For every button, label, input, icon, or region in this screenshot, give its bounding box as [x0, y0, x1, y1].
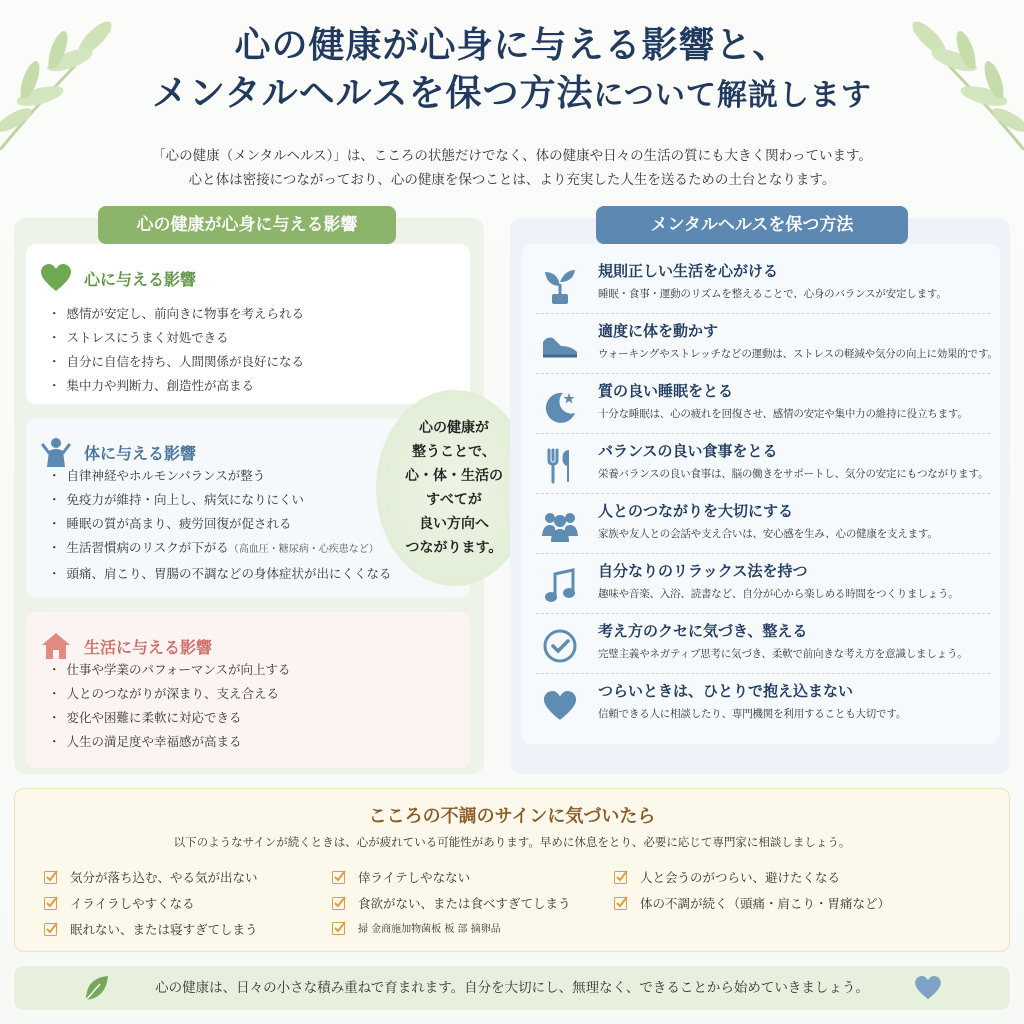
center-line: 整うことで、: [412, 444, 496, 460]
sign-item: [44, 920, 258, 938]
shoe-icon: [540, 326, 580, 366]
method-item: [536, 614, 990, 674]
card-title: 生活に与える影響: [84, 637, 213, 657]
method-item: [536, 554, 990, 614]
list-item: ・ 変化や困難に柔軟に対応できる: [48, 706, 291, 730]
method-desc: 完璧主義やネガティブ思考に気づき、柔軟で前向きな考え方を意識しましょう。: [598, 648, 968, 660]
list-item: ・ 自分に自信を持ち、人間関係が良好になる: [48, 350, 304, 374]
list-item: ・ 免疫力が維持・向上し、病気になりにくい: [48, 488, 392, 512]
card-title: 体に与える影響: [84, 443, 197, 463]
title-line-2-main: メンタルヘルスを保つ方法: [152, 73, 594, 114]
method-desc: 睡眠・食事・運動のリズムを整えることで、心身のバランスが安定します。: [598, 288, 947, 300]
list-item-text: 生活習慣病のリスクが下がる: [66, 540, 229, 555]
center-line: 心の健康が: [419, 420, 489, 436]
list-item: [48, 536, 392, 562]
method-desc: 家族や友人との会話や支え合いは、安心感を生み、心の健康を支えます。: [598, 528, 938, 540]
people-icon: [540, 506, 580, 546]
sign-item: [44, 868, 258, 886]
list-item-note: （高血圧・糖尿病・心疾患など）: [228, 544, 379, 555]
list-item: ・ 人とのつながりが深まり、支え合える: [48, 682, 291, 706]
check-icon: [44, 870, 58, 884]
method-title: バランスの良い食事をとる: [598, 442, 778, 460]
method-title: 考え方のクセに気づき、整える: [598, 622, 808, 640]
method-title: 適度に体を動かす: [598, 322, 719, 340]
method-desc: 栄養バランスの良い食事は、脳の働きをサポートし、気分の安定にもつながります。: [598, 468, 989, 480]
center-line: すべてが: [426, 492, 482, 508]
method-title: 自分なりのリラックス法を持つ: [598, 562, 808, 580]
page-title: [0, 22, 1024, 120]
sign-text: 食欲がない、または食べすぎてしまう: [358, 896, 571, 911]
method-title: つらいときは、ひとりで抱え込まない: [598, 682, 854, 700]
method-item: [536, 254, 990, 314]
method-desc: ウォーキングやストレッチなどの運動は、ストレスの軽減や気分の向上に効果的です。: [598, 348, 998, 360]
check-icon: [614, 870, 628, 884]
check-icon: [44, 922, 58, 936]
method-desc: 十分な睡眠は、心の疲れを回復させ、感情の安定や集中力の維持に役立ちます。: [598, 408, 968, 420]
method-item: [536, 494, 990, 554]
sign-text: 眠れない、または寝すぎてしまう: [70, 922, 258, 937]
signs-subtitle: 以下のようなサインが続くときは、心が疲れている可能性があります。早めに休息をとり、必要に応じて専門家に相談しましょう。: [173, 835, 851, 849]
signs-title: こころの不調のサインに気づいたら: [368, 806, 656, 827]
sign-item: [614, 894, 890, 912]
title-line-2-small: について解説します: [593, 78, 872, 113]
effects-header: 心の健康が心身に与える影響: [98, 206, 396, 244]
list-item: ・ 集中力や判断力、創造性が高まる: [48, 374, 304, 398]
sign-item: [332, 920, 501, 935]
closing-text: 心の健康は、日々の小さな積み重ねで育まれます。自分を大切にし、無理なく、できることから始めていきましょう。: [155, 980, 869, 996]
check-icon: [44, 896, 58, 910]
sign-text: 掃 金商施加物菌板 板 部 摘卵品: [358, 924, 501, 935]
intro-line-1: 「心の健康（メンタルヘルス）」は、こころの状態だけでなく、体の健康や日々の生活の質にも大きく関わっています。: [152, 148, 872, 164]
list-item: ・ 睡眠の質が高まり、疲労回復が促される: [48, 512, 392, 536]
intro-line-2: 心と体は密接につながっており、心の健康を保つことは、より充実した人生を送るための土台となります。: [188, 172, 836, 188]
method-desc: 信頼できる人に相談したり、専門機関を利用することも大切です。: [598, 708, 907, 720]
sign-text: 体の不調が続く（頭痛・肩こり・胃痛など）: [640, 896, 891, 911]
check-icon: [332, 870, 346, 884]
method-title: 質の良い睡眠をとる: [598, 382, 734, 400]
sprout-icon: [540, 266, 580, 306]
list-item: ・ 人生の満足度や幸福感が高まる: [48, 730, 291, 754]
heart-icon: [540, 686, 580, 726]
center-line: つながります。: [405, 540, 503, 556]
card-title: 心に与える影響: [84, 269, 197, 289]
list-item: ・ 自律神経やホルモンバランスが整う: [48, 464, 392, 488]
method-item: [536, 674, 990, 734]
sign-text: 倖ライテしやなない: [358, 870, 471, 885]
method-item: [536, 314, 998, 374]
sign-item: [332, 894, 571, 912]
check-icon: [332, 921, 346, 935]
center-line: 心・体・生活の: [405, 468, 503, 484]
sign-text: 気分が落ち込む、やる気が出ない: [70, 870, 258, 885]
card-life-effects: [26, 612, 470, 768]
check-icon: [332, 896, 346, 910]
heart-icon: [40, 262, 72, 294]
method-title: 人とのつながりを大切にする: [598, 502, 794, 520]
title-line-2: [0, 70, 1024, 120]
methods-header: メンタルヘルスを保つ方法: [596, 206, 908, 244]
music-icon: [540, 566, 580, 606]
card-mind-effects: [26, 244, 470, 404]
list-item: ・ 仕事や学業のパフォーマンスが向上する: [48, 658, 291, 682]
sign-text: 人と会うのがつらい、避けたくなる: [640, 870, 841, 885]
method-title: 規則正しい生活を心がける: [598, 262, 779, 280]
check-icon: [614, 896, 628, 910]
moon-icon: [540, 386, 580, 426]
sign-item: [332, 868, 470, 886]
list-item: ・ ストレスにうまく対処できる: [48, 326, 304, 350]
method-desc: 趣味や音楽、入浴、読書など、自分が心から楽しめる時間をつくりましょう。: [598, 588, 959, 600]
center-message: [376, 390, 532, 586]
center-line: 良い方向へ: [419, 516, 489, 532]
list-item: ・ 感情が安定し、前向きに物事を考えられる: [48, 302, 304, 326]
check-circle-icon: [540, 626, 580, 666]
sign-item: [44, 894, 195, 912]
sign-item: [614, 868, 840, 886]
title-line-1: 心の健康が心身に与える影響と、: [234, 25, 790, 66]
sign-text: イライラしやすくなる: [70, 896, 195, 911]
method-item: [536, 374, 990, 434]
method-item: [536, 434, 990, 494]
cutlery-icon: [540, 446, 580, 486]
list-item: ・ 頭痛、肩こり、胃腸の不調などの身体症状が出にくくなる: [48, 562, 392, 586]
intro-text: [0, 144, 1024, 192]
